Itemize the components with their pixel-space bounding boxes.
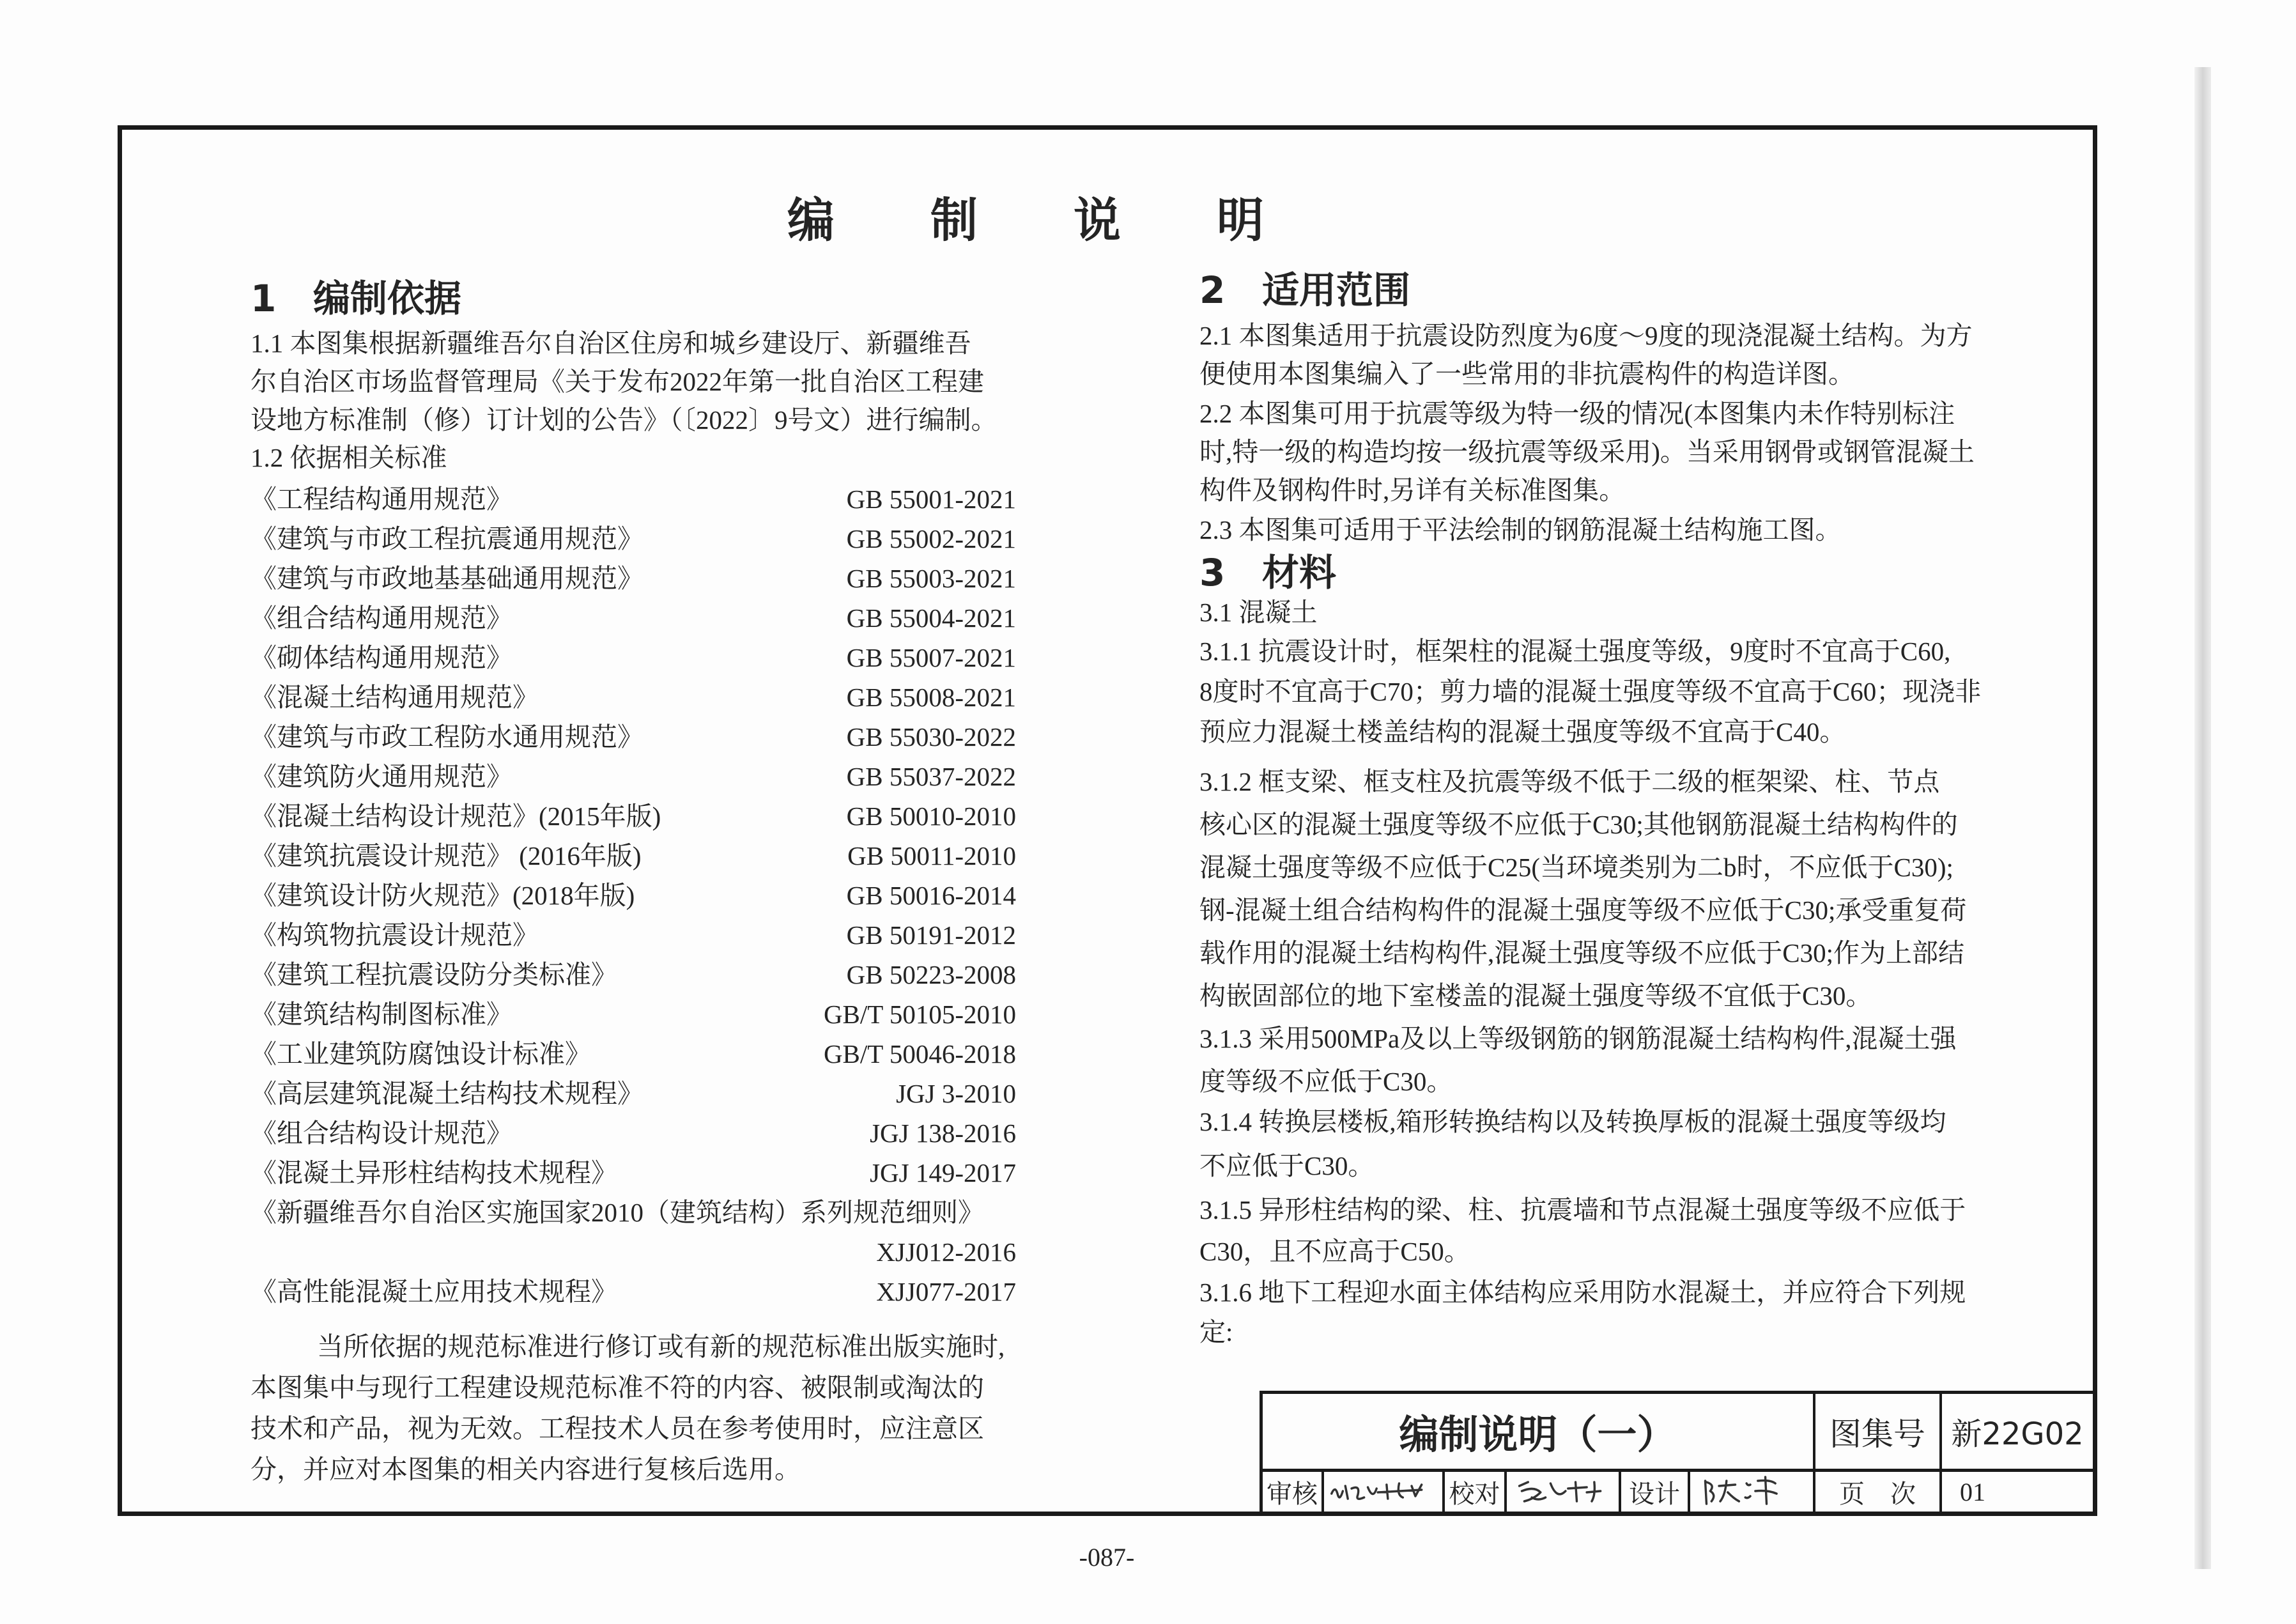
text-line: 2.1 本图集适用于抗震设防烈度为6度～9度的现浇混凝土结构。为方 [1199,321,1973,350]
atlas-number-label: 图集号 [1813,1394,1939,1469]
standard-code: GB 55002-2021 [846,524,1016,553]
text-line: 设地方标准制（修）订计划的公告》（〔2022〕9号文）进行编制。 [250,405,998,435]
standard-name: 《建筑设计防火规范》(2018年版) [250,881,635,910]
closing-note [250,1326,1005,1490]
section-3-heading [1199,552,1336,593]
text-line: 3.1.3 采用500MPa及以上等级钢筋的钢筋混凝土结构构件,混凝土强 [1199,1024,1957,1053]
text-line: 钢-混凝土组合结构构件的混凝土强度等级不应低于C30;承受重复荷 [1199,895,1967,925]
section-title: 材料 [1262,551,1337,594]
text-line: 时,特一级的构造均按一级抗震等级采用)。当采用钢骨或钢管混凝土 [1199,437,1975,467]
standard-row [250,876,1016,915]
standard-code: XJJ012-2016 [876,1237,1016,1267]
text-line: 便使用本图集编入了一些常用的非抗震构件的构造详图。 [1199,359,1854,389]
drawing-title: 编制说明（一） [1399,1411,1677,1458]
standard-code: GB 55037-2022 [846,762,1016,791]
standard-row [250,1113,1016,1153]
standard-name: 《混凝土结构设计规范》(2015年版) [250,801,661,831]
standard-code: GB 55008-2021 [846,683,1016,712]
standard-name: 《混凝土异形柱结构技术规程》 [250,1158,617,1187]
text-line: 1.1 本图集根据新疆维吾尔自治区住房和城乡建设厅、新疆维吾 [250,329,971,358]
standard-name: 《混凝土结构通用规范》 [250,683,539,712]
standard-row [250,717,1016,757]
standard-row [250,479,1016,519]
standard-code: GB/T 50046-2018 [823,1039,1016,1069]
standard-row [250,638,1016,677]
text-line: 3.1.5 异形柱结构的梁、柱、抗震墙和节点混凝土强度等级不应低于 [1199,1195,1966,1225]
document-title: 编制说明 [787,193,1360,248]
standard-row [250,1074,1016,1113]
text-line: 载作用的混凝土结构构件,混凝土强度等级不应低于C30;作为上部结 [1199,938,1964,968]
title-block [1260,1391,2093,1512]
standard-code: JGJ 149-2017 [870,1158,1016,1187]
standard-name: 《建筑工程抗震设防分类标准》 [250,960,617,989]
reviewer-signature [1321,1469,1442,1512]
standard-row [250,1193,1016,1232]
standard-name: 《建筑结构制图标准》 [250,1000,512,1029]
section-number: 1 [250,277,277,320]
designer-label: 设计 [1619,1469,1688,1512]
checker-label: 校对 [1442,1469,1504,1512]
standard-code: GB 50011-2010 [847,841,1016,870]
standard-row [250,559,1016,598]
text-line: 2.3 本图集可适用于平法绘制的钢筋混凝土结构施工图。 [1199,515,1842,545]
text-line: 技术和产品，视为无效。工程技术人员在参考使用时，应注意区 [250,1414,984,1443]
reviewer-signature-drawing [1324,1472,1442,1512]
text-line: 尔自治区市场监督管理局《关于发布2022年第一批自治区工程建 [250,367,984,396]
section-1-heading [250,278,461,319]
text-line: 3.1.2 框支梁、框支柱及抗震等级不低于二级的框架梁、柱、节点 [1199,767,1940,796]
standard-code: JGJ 138-2016 [870,1118,1016,1148]
clause-3-1-4 [1199,1100,1946,1188]
standard-row [250,598,1016,638]
clause-3-1-6 [1199,1272,1966,1352]
standard-name: 《建筑防火通用规范》 [250,762,512,791]
text-line: 混凝土强度等级不应低于C25(当环境类别为二b时，不应低于C30); [1199,853,1953,882]
standard-code: GB 50010-2010 [846,801,1016,831]
text-line: 本图集中与现行工程建设规范标准不符的内容、被限制或淘汰的 [250,1373,984,1402]
standard-row [250,677,1016,717]
text-line: 3.1.6 地下工程迎水面主体结构应采用防水混凝土，并应符合下列规 [1199,1278,1966,1307]
clause-2-3 [1199,511,1842,549]
standard-row [250,915,1016,955]
standard-code: GB 55004-2021 [846,603,1016,633]
standard-code: JGJ 3-2010 [896,1079,1016,1108]
text-line: 3.1.1 抗震设计时，框架柱的混凝土强度等级，9度时不宜高于C60, [1199,637,1951,666]
clause-1-1 [250,324,998,439]
designer-signature-drawing [1690,1472,1813,1512]
standard-row [250,955,1016,994]
standard-row-continued [250,1232,1016,1272]
text-line: 8度时不宜高于C70；剪力墙的混凝土强度等级不宜高于C60；现浇非 [1199,677,1982,706]
text-line: 预应力混凝土楼盖结构的混凝土强度等级不宜高于C40。 [1199,717,1846,746]
page-label: 页次 [1813,1469,1939,1512]
standard-name: 《高性能混凝土应用技术规程》 [250,1277,617,1306]
reviewer-label: 审核 [1263,1469,1321,1512]
standard-row [250,757,1016,796]
text-line: C30，且不应高于C50。 [1199,1237,1470,1266]
standard-name: 《建筑与市政工程防水通用规范》 [250,722,643,752]
standard-row [250,519,1016,559]
standard-row [250,1272,1016,1311]
standard-name: 《工业建筑防腐蚀设计标准》 [250,1039,591,1069]
standard-name: 《高层建筑混凝土结构技术规程》 [250,1079,643,1108]
section-number: 3 [1199,551,1226,594]
clause-2-1 [1199,316,1973,393]
clause-3-1-5 [1199,1189,1966,1272]
text-line: 3.1.4 转换层楼板,箱形转换结构以及转换厚板的混凝土强度等级均 [1199,1107,1946,1136]
text-line: 3.1 混凝土 [1199,598,1318,627]
text-line: 核心区的混凝土强度等级不应低于C30;其他钢筋混凝土结构构件的 [1199,810,1958,839]
standard-code: XJJ077-2017 [876,1277,1016,1306]
text-line: 度等级不应低于C30。 [1199,1067,1453,1096]
checker-signature-drawing [1507,1472,1619,1512]
clause-3-1-1 [1199,631,1981,752]
standard-code: GB 50016-2014 [846,881,1016,910]
standard-name: 《建筑抗震设计规范》 (2016年版) [250,841,642,870]
section-title: 编制依据 [313,277,462,320]
standard-code: GB 55003-2021 [846,564,1016,593]
section-title: 适用范围 [1262,268,1411,312]
standard-name: 《组合结构设计规范》 [250,1118,512,1148]
text-line: 1.2 依据相关标准 [250,443,447,472]
standard-name: 《建筑与市政工程抗震通用规范》 [250,524,643,553]
atlas-number: 新22G02 [1939,1394,2093,1469]
standard-code: GB 55007-2021 [846,643,1016,672]
standard-code: GB/T 50105-2010 [823,1000,1016,1029]
clause-1-2 [250,438,447,477]
standard-row [250,836,1016,876]
standard-name: 《砌体结构通用规范》 [250,643,512,672]
page-number: -087- [1079,1543,1135,1572]
binding-edge-shadow [2194,67,2211,1569]
standard-code: GB 55030-2022 [846,722,1016,752]
standard-code: GB 50223-2008 [846,960,1016,989]
section-number: 2 [1199,268,1226,312]
standard-row [250,796,1016,836]
section-2-heading [1199,270,1410,311]
clause-3-1-3 [1199,1017,1956,1103]
text-line: 当所依据的规范标准进行修订或有新的规范标准出版实施时, [317,1332,1005,1361]
standard-row [250,1153,1016,1193]
standard-name: 《组合结构通用规范》 [250,603,512,633]
clause-3-1-2 [1199,761,1966,1017]
checker-signature [1504,1469,1619,1512]
standard-row [250,1034,1016,1074]
standard-code: GB 50191-2012 [846,920,1016,950]
standard-name: 《构筑物抗震设计规范》 [250,920,539,950]
text-line: 不应低于C30。 [1199,1151,1375,1180]
standard-code: GB 55001-2021 [846,484,1016,514]
text-line: 2.2 本图集可用于抗震等级为特一级的情况(本图集内未作特别标注 [1199,399,1955,428]
clause-2-2 [1199,394,1975,509]
standard-name: 《工程结构通用规范》 [250,484,512,514]
text-line: 分，并应对本图集的相关内容进行复核后选用。 [250,1455,801,1484]
standards-list [250,479,1016,1311]
standard-name: 《建筑与市政地基基础通用规范》 [250,564,643,593]
designer-signature [1688,1469,1813,1512]
text-line: 定: [1199,1317,1233,1347]
sheet-page-number: 01 [1939,1469,2093,1512]
standard-name: 《新疆维吾尔自治区实施国家2010（建筑结构）系列规范细则》 [250,1198,984,1227]
standard-row [250,994,1016,1034]
text-line: 构嵌固部位的地下室楼盖的混凝土强度等级不宜低于C30。 [1199,981,1872,1010]
clause-3-1 [1199,593,1318,631]
text-line: 构件及钢构件时,另详有关标准图集。 [1199,476,1626,505]
